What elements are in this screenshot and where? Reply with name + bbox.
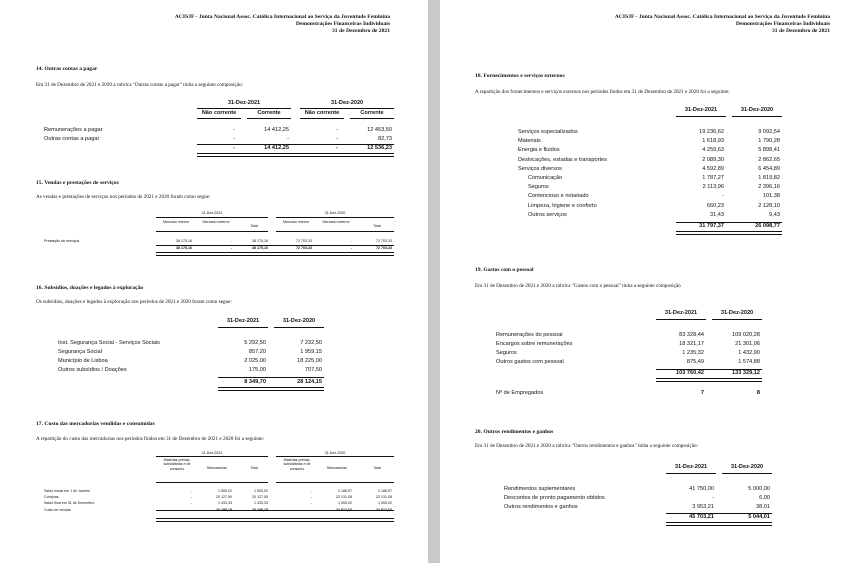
row-label: Contencioso e notariado (528, 193, 589, 200)
header-date: 31 de Dezembro de 2021 (332, 28, 390, 34)
header-org: ACISJF - Junta Nacional Assoc. Católica Internacional ao Serviço da Juventude Feminina (614, 14, 830, 20)
total-cell: 14 412,25 (264, 145, 289, 151)
n15-year-2021: 31-Dez-2021 (201, 211, 223, 215)
n17-col-merc-2020: Mercadorias (327, 466, 347, 470)
cell: 31,43 (710, 211, 724, 218)
total-cell: - (336, 145, 338, 151)
n20-year-2020: 31-Dez-2020 (730, 464, 764, 470)
cell: 1 574,88 (738, 359, 760, 365)
cell: 9 092,54 (758, 129, 780, 135)
cell: 41 750,00 (689, 486, 714, 492)
total-cell: 72 703,33 (376, 246, 392, 250)
row-label: Rendimentos suplementares (504, 486, 576, 492)
n15-col-ext-2020: Mercado externo (322, 220, 350, 224)
row-label: Prestação de serviços (44, 239, 80, 243)
cell: 707,50 (304, 367, 322, 373)
row-label: Seguros (496, 350, 517, 356)
cell: - (350, 239, 352, 243)
cell: 22 131,08 (376, 495, 392, 500)
cell: 2 113,96 (702, 184, 724, 191)
cell: - (310, 495, 312, 500)
header-date: 31 de Dezembro de 2021 (772, 28, 830, 34)
row-label: Remunerações do pessoal (496, 332, 563, 338)
cell: - (722, 193, 724, 200)
n14-year-2020: 31-Dez-2020 (330, 100, 364, 106)
cell: 7 232,50 (300, 340, 322, 346)
cell: 4 592,89 (702, 165, 724, 172)
cell: 1 505,02 (338, 501, 352, 506)
cell: 2 089,30 (702, 156, 724, 163)
row-label: Outros subsídios / Doações (58, 367, 127, 373)
total-cell: 31 797,37 (699, 223, 724, 229)
row-label: Comunicação (528, 175, 563, 181)
n15-col-tot-2021: Total (250, 224, 258, 228)
cell: 1 505,02 (218, 489, 232, 493)
cell: - (310, 489, 312, 493)
cell: 1 790,28 (758, 138, 780, 145)
n19-year-2021: 31-Dez-2021 (664, 310, 698, 316)
total-cell: 8 349,70 (244, 379, 266, 385)
header-title: Demonstrações Financeiras Individuais (735, 21, 830, 27)
n18-year-2020: 31-Dez-2020 (740, 107, 774, 113)
cell: 1 618,93 (702, 138, 724, 145)
n14-col-nc-2021: Não corrente (201, 110, 237, 116)
n17-year-2020: 31-Dez-2020 (324, 451, 346, 455)
row-label: Limpeza, higiene e conforto (528, 202, 597, 209)
note-15-intro: As vendas e prestações de serviços nos períodos de 2021 e 2020 foram como segue: (36, 194, 211, 200)
row-label: Município de Lisboa (58, 358, 108, 364)
total-cell: 26 098,77 (755, 223, 780, 229)
header-title: Demonstrações Financeiras Individuais (295, 21, 390, 27)
cell: 18 321,17 (679, 341, 704, 347)
cell: 6 454,89 (758, 165, 780, 172)
cell: 5 898,41 (758, 147, 780, 154)
cell: 18 225,00 (297, 358, 322, 364)
n14-col-nc-2020: Não corrente (304, 110, 340, 116)
cell: - (190, 501, 192, 506)
note-20-intro: Em 31 de Dezembro de 2021 e 2020 a rubrica "Outros rendimentos e ganhos" tinha a seguinte composição: (475, 443, 699, 449)
row-label: Remunerações a pagar (44, 127, 103, 133)
cell: 101,38 (762, 193, 780, 200)
cell: 12 453,50 (367, 127, 392, 133)
n17-col-tot-2020: Total (373, 466, 381, 470)
cell: - (336, 127, 338, 133)
total-cell: 45 703,21 (689, 514, 714, 520)
n16-year-2020: 31-Dez-2020 (282, 318, 316, 324)
total-cell: - (230, 246, 232, 250)
cell: - (233, 127, 235, 133)
note-19-title: 19. Gastos com o pessoal (475, 267, 534, 273)
note-18-intro: A repartição dos fornecimentos e serviços externos nos períodos findos em 31 de Dezembro de 2021 e 2020 foi a seguinte: (475, 89, 730, 95)
cell: 72 703,33 (376, 239, 392, 243)
cell: 660,23 (706, 202, 724, 209)
note-16-intro: Os subsídios, doações e legados à exploração nos períodos de 2021 e 2020 foram como segue: (36, 299, 232, 305)
row-label: Serviços diversos (518, 165, 562, 172)
employees-label: Nº de Empregados (496, 390, 544, 396)
cell: - (310, 501, 312, 506)
n17-year-2021: 31-Dez-2021 (201, 451, 223, 455)
cell: 175,00 (248, 367, 266, 373)
row-label: Inst. Segurança Social - Serviços Sociais (58, 340, 160, 346)
row-label: Seguros (528, 184, 549, 191)
n14-col-c-2020: Corrente (360, 110, 384, 116)
n20-year-2021: 31-Dez-2021 (674, 464, 708, 470)
n14-year-2021: 31-Dez-2021 (227, 100, 261, 106)
cell: 1 235,32 (682, 350, 704, 356)
n19-year-2020: 31-Dez-2020 (720, 310, 754, 316)
row-label: Serviços especializados (518, 129, 578, 135)
n15-year-2020: 31-Dez-2020 (324, 211, 346, 215)
n15-col-int-2020: Mercado interno (283, 220, 309, 224)
n16-year-2021: 31-Dez-2021 (226, 318, 260, 324)
cell: 1 787,27 (702, 175, 724, 181)
note-14-title: 14. Outras contas a pagar (36, 66, 98, 72)
total-cell: 28 124,15 (297, 379, 322, 385)
cell: 2 186,57 (338, 489, 352, 493)
cell: 20 127,50 (216, 495, 232, 500)
cell: 2 128,10 (758, 202, 780, 209)
row-label: Outras contas a pagar (44, 136, 100, 142)
total-cell: 12 536,23 (367, 145, 392, 151)
row-label: Deslocações, estadas e transportes (518, 156, 607, 163)
cell: - (712, 495, 714, 501)
n15-col-ext-2021: Mercado externo (202, 220, 230, 224)
note-17-title: 17. Custo das mercadorias vendidas e consumidas (36, 421, 155, 427)
cell: 3 953,21 (692, 504, 714, 510)
n17-col-mp-2021: Matérias-primas, subsidiárias e de consumo (163, 458, 191, 471)
cell: 1 819,82 (758, 175, 780, 181)
note-16-title: 16. Subsídios, doações e legados à exploração (36, 285, 144, 291)
row-label: Saldo final em 31 de Dezembro (44, 501, 95, 506)
cell: 6,00 (759, 495, 770, 501)
cell: - (233, 136, 235, 142)
total-cell: - (233, 145, 235, 151)
cell: 21 301,06 (735, 341, 760, 347)
cell: 82,73 (378, 136, 392, 142)
total-cell: 103 760,42 (676, 370, 704, 376)
cell: 2 862,65 (758, 156, 780, 163)
cell: 2 186,57 (378, 489, 392, 493)
row-label: Outros rendimentos e ganhos (504, 504, 578, 510)
row-label: Energia e fluidos (518, 147, 560, 154)
n15-col-tot-2020: Total (373, 224, 381, 228)
cell: 20 199,19 (252, 507, 268, 512)
n17-col-mp-2020: Matérias-primas, subsidiárias e de consumo (283, 458, 311, 471)
document-page-right (440, 0, 868, 563)
cell: 5 000,00 (748, 486, 770, 492)
cell: - (230, 239, 232, 243)
row-label: Custo de vendas (44, 507, 71, 512)
row-label: Compras (44, 495, 59, 500)
total-cell: 5 044,01 (748, 514, 770, 520)
note-18-title: 18. Fornecimentos e serviços externos (475, 73, 565, 79)
cell: 72 703,33 (296, 239, 312, 243)
cell: 38,01 (756, 504, 770, 510)
cell: - (190, 507, 192, 512)
cell: 38 175,16 (252, 239, 268, 243)
cell: - (190, 495, 192, 500)
cell: - (310, 507, 312, 512)
cell: 1 505,02 (378, 501, 392, 506)
cell: 5 292,50 (244, 340, 266, 346)
cell: 20 199,19 (216, 507, 232, 512)
header-org: ACISJF - Junta Nacional Assoc. Católica Internacional ao Serviço da Juventude Feminina (174, 14, 390, 20)
cell: 19 236,62 (699, 129, 724, 135)
cell: 22 812,63 (336, 507, 352, 512)
n17-col-merc-2021: Mercadorias (207, 466, 227, 470)
cell: 22 131,08 (336, 495, 352, 500)
note-19-intro: Em 31 de Dezembro de 2021 e 2020 a rubrica "Gastos com o pessoal" tinha a seguinte composição (475, 283, 681, 289)
total-cell: 38 175,16 (252, 246, 268, 250)
cell: 1 433,33 (218, 501, 232, 506)
cell: 109 020,28 (732, 332, 760, 338)
cell: 4 259,63 (702, 147, 724, 154)
row-label: Saldo inicial em 1 de Janeiro (44, 489, 90, 493)
cell: 1 959,15 (300, 349, 322, 355)
cell: 38 175,16 (176, 239, 192, 243)
employees-2020: 8 (756, 390, 760, 396)
total-cell: - (350, 246, 352, 250)
cell: 14 412,25 (264, 127, 289, 133)
cell: 1 433,33 (254, 501, 268, 506)
row-label: Materiais (518, 138, 541, 145)
n17-col-tot-2021: Total (250, 466, 258, 470)
cell: - (287, 136, 289, 142)
note-17-intro: A repartição do custo das mercadorias nos períodos findos em 31 de Dezembro de 2021 e 2020 foi a seguinte: (36, 436, 265, 442)
row-label: Segurança Social (58, 349, 102, 355)
cell: 2 025,00 (244, 358, 266, 364)
n15-col-int-2021: Mercado interno (163, 220, 189, 224)
cell: 1 432,90 (738, 350, 760, 356)
row-label: Encargos sobre remunerações (496, 341, 573, 347)
cell: 83 328,44 (679, 332, 704, 338)
row-label: Outros serviços (528, 211, 567, 218)
total-cell: 72 703,33 (296, 246, 312, 250)
cell: - (190, 489, 192, 493)
cell: 20 127,50 (252, 495, 268, 500)
cell: 1 505,02 (254, 489, 268, 493)
total-cell: 133 329,12 (732, 370, 760, 376)
document-page-left (0, 0, 428, 563)
row-label: Outros gastos com pessoal (496, 359, 564, 365)
employees-2021: 7 (700, 390, 704, 396)
cell: 22 812,63 (376, 507, 392, 512)
cell: 2 396,16 (758, 184, 780, 191)
note-15-title: 15. Vendas e prestações de serviços (36, 180, 119, 186)
note-14-intro: Em 31 de Dezembro de 2021 e 2020 a rubrica "Outras contas a pagar" tinha a seguinte composição: (36, 82, 244, 88)
row-label: Descontos de pronto pagamento obtidos (504, 495, 605, 501)
cell: 875,49 (686, 359, 704, 365)
cell: 857,20 (248, 349, 266, 355)
n18-year-2021: 31-Dez-2021 (684, 107, 718, 113)
note-20-title: 20. Outros rendimentos e ganhos (475, 429, 554, 435)
cell: 9,43 (769, 211, 780, 218)
cell: - (336, 136, 338, 142)
total-cell: 38 175,16 (176, 246, 192, 250)
n14-col-c-2021: Corrente (257, 110, 281, 116)
